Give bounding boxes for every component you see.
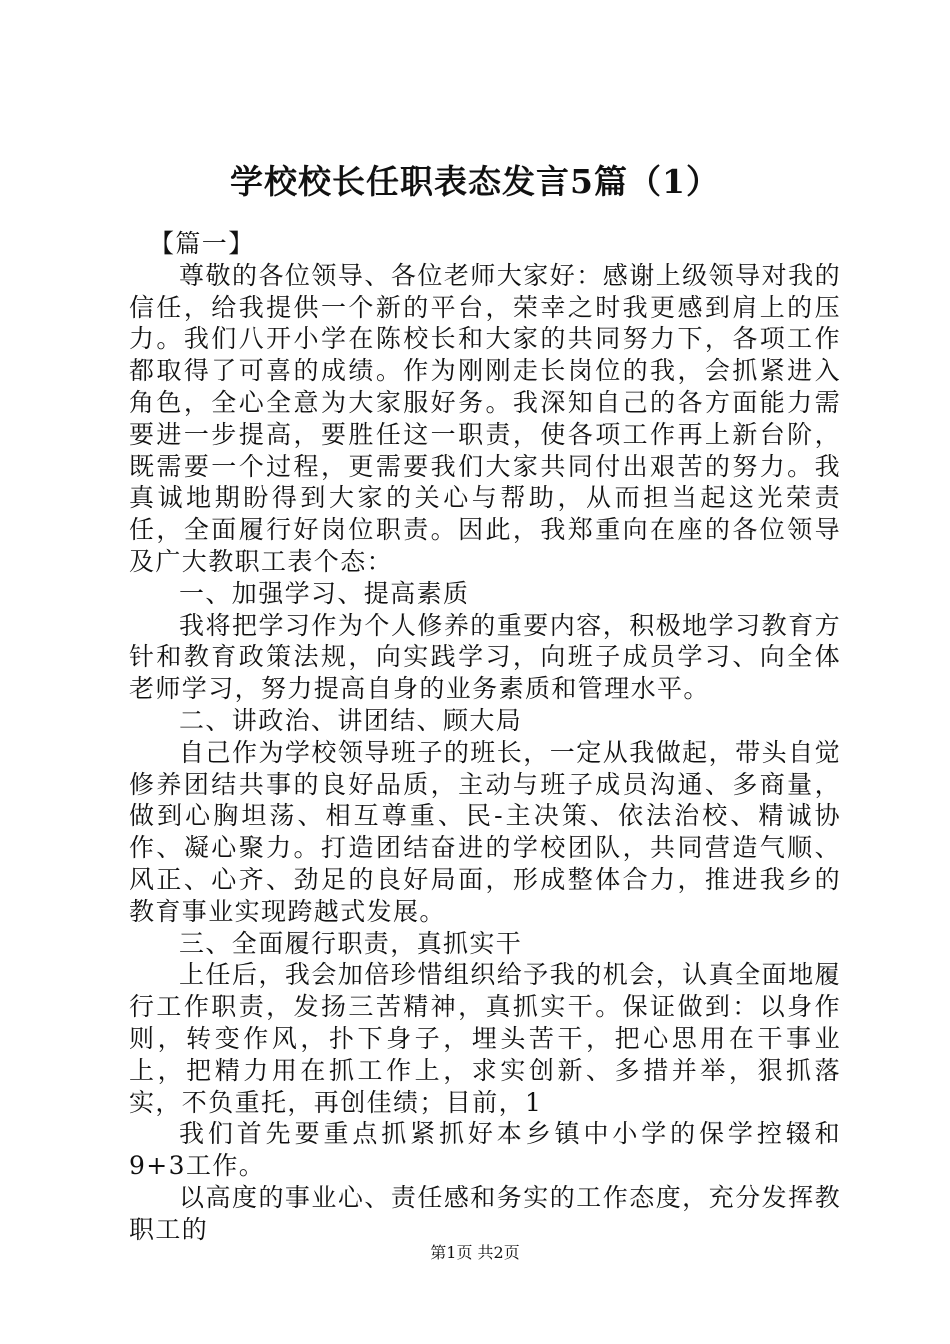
paragraph-duties: 上任后，我会加倍珍惜组织给予我的机会，认真全面地履行工作职责，发扬三苦精神，真抓实干。保证做到：以身作则，转变作风，扑下身子，埋头苦干，把心思用在干事业上，把精力用在抓工作上，求实创新、多措并举，狠抓落实，不负重托，再创佳绩；目前，1 (129, 960, 841, 1117)
document-body (129, 228, 841, 1246)
heading-duties: 三、全面履行职责，真抓实干 (179, 928, 523, 958)
paragraph-attitude: 以高度的事业心、责任感和务实的工作态度，充分发挥教职工的 (129, 1182, 841, 1244)
paragraph-politics: 自己作为学校领导班子的班长，一定从我做起，带头自觉修养团结共事的良好品质，主动与班子成员沟通、多商量，做到心胸坦荡、相互尊重、民-主决策、依法治校、精诚协作、凝心聚力。打造团结奋进的学校团队，共同营造气顺、风正、心齐、劲足的良好局面，形成整体合力，推进我乡的教育事业实现跨越式发展。 (129, 737, 841, 926)
heading-politics: 二、讲政治、讲团结、顾大局 (179, 705, 523, 735)
paragraph-priority: 我们首先要重点抓紧抓好本乡镇中小学的保学控辍和9+3工作。 (129, 1119, 841, 1181)
paragraph-study: 我将把学习作为个人修养的重要内容，积极地学习教育方针和教育政策法规，向实践学习，向班子成员学习、向全体老师学习，努力提高自身的业务素质和管理水平。 (129, 610, 841, 704)
heading-study: 一、加强学习、提高素质 (179, 578, 470, 608)
document-title: 学校校长任职表态发言5篇（1） (230, 162, 720, 201)
section-label: 【篇一】 (149, 229, 255, 258)
page-number: 第1页 共2页 (430, 1243, 520, 1262)
paragraph-greeting: 尊敬的各位领导、各位老师大家好：感谢上级领导对我的信任，给我提供一个新的平台，荣幸之时我更感到肩上的压力。我们八开小学在陈校长和大家的共同努力下，各项工作都取得了可喜的成绩。作为刚刚走长岗位的我，会抓紧进入角色，全心全意为大家服好务。我深知自己的各方面能力需要进一步提高，要胜任这一职责，使各项工作再上新台阶，既需要一个过程，更需要我们大家共同付出艰苦的努力。我真诚地期盼得到大家的关心与帮助，从而担当起这光荣责任，全面履行好岗位职责。因此，我郑重向在座的各位领导及广大教职工表个态： (129, 260, 841, 576)
